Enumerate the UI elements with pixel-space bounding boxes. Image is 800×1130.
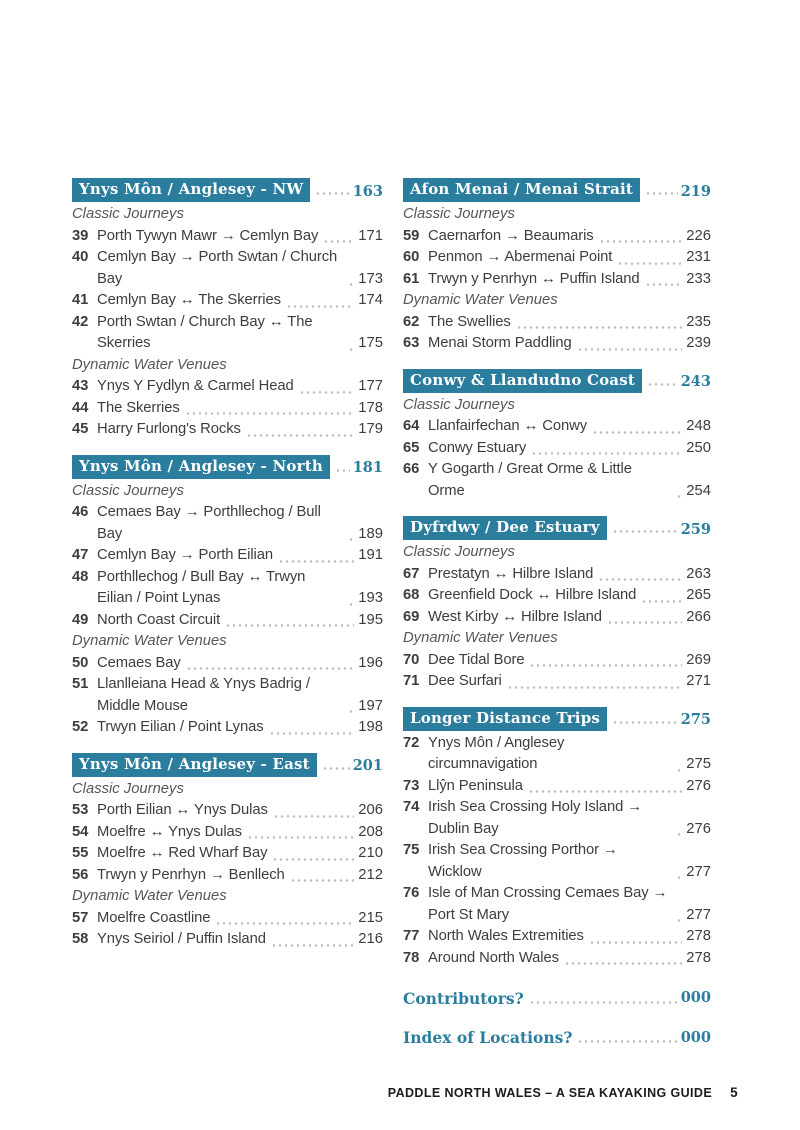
dot-leader <box>323 240 354 243</box>
section-title: Afon Menai / Menai Strait <box>403 178 640 202</box>
toc-entry <box>72 717 383 739</box>
entry-text <box>72 929 266 951</box>
entry-title: Trwyn Eilian / Point Lynas <box>97 719 264 735</box>
entry-text <box>403 926 584 948</box>
dot-leader <box>348 538 354 541</box>
entry-number: 45 <box>72 421 89 437</box>
section-header <box>72 753 383 777</box>
section-page-number: 201 <box>352 757 383 774</box>
entry-number: 46 <box>72 504 89 520</box>
entry-text <box>403 650 524 672</box>
entry-page-number: 276 <box>686 777 711 794</box>
entry-title: Porth Eilian ↔ Ynys Dulas <box>97 802 268 818</box>
dot-leader <box>246 434 354 437</box>
dot-leader <box>589 941 682 944</box>
toc-entry <box>403 247 711 269</box>
toc-entry <box>72 247 383 290</box>
entry-text <box>403 269 640 291</box>
dot-leader <box>348 710 354 713</box>
dot-leader <box>335 469 350 472</box>
entry-number: 54 <box>72 823 89 840</box>
section-header <box>403 369 711 393</box>
toc-entry <box>72 674 383 717</box>
dot-leader <box>645 283 682 286</box>
entry-text <box>403 226 594 248</box>
entry-title: Caernarfon → Beaumaris <box>428 227 594 244</box>
entry-page-number: 177 <box>358 378 383 394</box>
entry-page-number: 266 <box>686 608 711 625</box>
toc-section <box>403 516 711 693</box>
entry-page-number: 193 <box>358 590 383 606</box>
entry-number: 53 <box>72 802 89 818</box>
toc-entry <box>72 419 383 441</box>
entry-number: 64 <box>403 418 420 434</box>
entry-page-number: 276 <box>686 820 711 837</box>
entry-page-number: 215 <box>358 909 383 926</box>
dot-leader <box>278 560 354 563</box>
entry-title: Porth Tywyn Mawr → Cemlyn Bay <box>97 227 319 244</box>
toc-entry <box>72 865 383 887</box>
entry-number: 56 <box>72 866 89 883</box>
subsection-label: Classic Journeys <box>403 544 515 560</box>
entry-text <box>72 419 241 441</box>
toc-entry <box>72 929 383 951</box>
entry-number: 78 <box>403 949 420 966</box>
entry-title: Penmon → Abermenai Point <box>428 249 613 265</box>
toc-entry <box>72 226 383 248</box>
toc-entry <box>72 312 383 355</box>
entry-page-number: 278 <box>686 949 711 966</box>
toc-entry <box>403 226 711 248</box>
entry-page-number: 233 <box>686 270 711 287</box>
toc-entry <box>403 564 711 586</box>
entry-title: Moelfre ↔ Red Wharf Bay <box>97 845 268 861</box>
entry-text <box>72 908 210 930</box>
entry-text <box>403 416 587 438</box>
entry-page-number: 178 <box>358 399 383 416</box>
section-page-number: 259 <box>680 520 711 538</box>
entry-number: 62 <box>403 313 420 330</box>
entry-number: 48 <box>72 568 89 585</box>
entry-text <box>72 226 318 248</box>
entry-title: Ynys Seiriol / Puffin Island <box>97 931 266 947</box>
entry-title: Trwyn y Penrhyn → Benllech <box>97 866 285 883</box>
dot-leader <box>531 452 682 455</box>
entry-title: The Skerries <box>97 399 180 416</box>
entry-text <box>403 776 523 798</box>
entry-page-number: 265 <box>686 587 711 603</box>
dot-leader <box>315 192 349 195</box>
entry-title: Cemaes Bay → Porthllechog / Bull Bay <box>97 504 321 542</box>
subsection-label: Classic Journeys <box>72 780 184 797</box>
dot-leader <box>676 833 682 836</box>
toc-entry <box>72 502 383 545</box>
entry-text <box>72 865 285 887</box>
entry-page-number: 171 <box>358 227 383 244</box>
entry-page-number: 277 <box>686 863 711 880</box>
entry-number: 50 <box>72 654 89 671</box>
dot-leader <box>299 391 354 394</box>
entry-text <box>403 459 671 502</box>
section-header <box>403 516 711 540</box>
entry-page-number: 173 <box>358 270 383 287</box>
toc-entry <box>72 800 383 822</box>
entry-title: Llanfairfechan ↔ Conwy <box>428 418 588 434</box>
entry-number: 66 <box>403 461 420 477</box>
entry-number: 41 <box>72 292 89 308</box>
entry-page-number: 195 <box>358 611 383 628</box>
entry-text <box>403 564 593 586</box>
footer <box>388 1085 738 1100</box>
section-header <box>403 178 711 202</box>
dot-leader <box>676 495 682 498</box>
toc-section <box>72 178 383 441</box>
entry-number: 58 <box>72 931 89 947</box>
toc-entry <box>403 438 711 460</box>
toc-entry <box>403 671 711 693</box>
toc-entry <box>403 840 711 883</box>
subsection-label: Dynamic Water Venues <box>403 630 558 646</box>
toc-entry <box>72 843 383 865</box>
dot-leader <box>577 1040 677 1043</box>
toc-section <box>72 455 383 739</box>
toc-extra-row <box>403 987 711 1009</box>
dot-leader <box>529 664 682 667</box>
dot-leader <box>348 603 354 606</box>
dot-leader <box>529 1001 678 1004</box>
dot-leader <box>599 240 682 243</box>
toc-entry <box>403 459 711 502</box>
entry-number: 47 <box>72 547 89 563</box>
section-title: Ynys Môn / Anglesey - NW <box>72 178 310 202</box>
subsection-label: Classic Journeys <box>403 206 515 222</box>
entry-number: 51 <box>72 676 89 692</box>
entry-title: Cemlyn Bay → Porth Eilian <box>97 547 273 563</box>
entry-page-number: 226 <box>686 227 711 244</box>
entry-text <box>72 674 343 717</box>
toc-entry <box>72 545 383 567</box>
dot-leader <box>598 578 682 581</box>
toc-entry <box>403 797 711 840</box>
entry-page-number: 196 <box>358 654 383 671</box>
entry-text <box>403 840 671 883</box>
toc-section <box>403 178 711 355</box>
toc-entry <box>403 650 711 672</box>
entry-page-number: 275 <box>686 756 711 772</box>
entry-title: Cemlyn Bay → Porth Swtan / Church Bay <box>97 249 338 287</box>
entry-title: West Kirby ↔ Hilbre Island <box>428 608 602 625</box>
entry-number: 60 <box>403 249 420 265</box>
entry-page-number: 179 <box>358 421 383 437</box>
toc-entry <box>72 398 383 420</box>
dot-leader <box>507 686 682 689</box>
entry-page-number: 212 <box>358 866 383 883</box>
subsection-label: Dynamic Water Venues <box>72 633 227 649</box>
entry-number: 43 <box>72 378 89 394</box>
entry-text <box>72 398 180 420</box>
entry-page-number: 254 <box>686 482 711 499</box>
entry-number: 75 <box>403 842 420 858</box>
entry-title: North Wales Extremities <box>428 928 584 944</box>
entry-page-number: 263 <box>686 565 711 582</box>
toc-entry <box>403 333 711 355</box>
dot-leader <box>577 348 682 351</box>
section-title: Longer Distance Trips <box>403 707 607 731</box>
dot-leader <box>516 326 682 329</box>
entry-page-number: 248 <box>686 418 711 434</box>
section-page-number: 275 <box>680 711 711 728</box>
dot-leader <box>273 815 354 818</box>
toc-entry <box>403 312 711 334</box>
subsection-label: Classic Journeys <box>72 206 184 222</box>
dot-leader <box>645 192 678 195</box>
entry-text <box>403 607 602 629</box>
dot-leader <box>592 431 682 434</box>
entry-page-number: 208 <box>358 823 383 840</box>
entry-page-number: 189 <box>358 525 383 542</box>
entry-title: Trwyn y Penrhyn ↔ Puffin Island <box>428 270 640 287</box>
entry-text <box>403 883 671 926</box>
entry-title: Y Gogarth / Great Orme & Little Orme <box>428 461 632 499</box>
entry-text <box>72 717 264 739</box>
section-page-number: 219 <box>680 182 711 200</box>
entry-title: Greenfield Dock ↔ Hilbre Island <box>428 587 637 603</box>
entry-number: 57 <box>72 909 89 926</box>
entry-title: The Swellies <box>428 313 511 330</box>
entry-number: 55 <box>72 845 89 861</box>
entry-text <box>72 545 273 567</box>
entry-title: Cemlyn Bay ↔ The Skerries <box>97 292 281 308</box>
subsection-label: Classic Journeys <box>403 396 515 413</box>
entry-title: North Coast Circuit <box>97 611 221 628</box>
entry-title: Harry Furlong's Rocks <box>97 421 241 437</box>
section-header <box>403 707 711 731</box>
toc-entry <box>403 883 711 926</box>
section-header <box>72 455 383 479</box>
entry-page-number: 216 <box>358 931 383 947</box>
extra-label: Contributors? <box>403 988 524 1008</box>
entry-text <box>403 948 559 970</box>
entry-number: 44 <box>72 399 89 416</box>
dot-leader <box>617 262 682 265</box>
entry-page-number: 210 <box>358 845 383 861</box>
dot-leader <box>564 962 682 965</box>
toc-entry <box>403 948 711 970</box>
dot-leader <box>348 348 354 351</box>
dot-leader <box>676 876 682 879</box>
toc-entry <box>72 376 383 398</box>
entry-text <box>72 653 181 675</box>
dot-leader <box>272 858 354 861</box>
entry-page-number: 197 <box>358 697 383 714</box>
entry-text <box>403 733 671 776</box>
entry-title: Irish Sea Crossing Porthor → Wicklow <box>428 842 618 880</box>
entry-title: Llŷn Peninsula <box>428 777 523 794</box>
entry-number: 59 <box>403 227 420 244</box>
dot-leader <box>612 530 678 533</box>
entry-page-number: 231 <box>686 249 711 265</box>
section-page-number: 163 <box>352 182 383 200</box>
entry-page-number: 278 <box>686 928 711 944</box>
entry-number: 52 <box>72 719 89 735</box>
entry-number: 71 <box>403 673 420 689</box>
entry-page-number: 235 <box>686 313 711 330</box>
entry-title: Around North Wales <box>428 949 559 966</box>
entry-number: 72 <box>403 734 420 751</box>
toc-entry <box>72 567 383 610</box>
entry-text <box>72 312 343 355</box>
dot-leader <box>641 600 682 603</box>
entry-title: Moelfre ↔ Ynys Dulas <box>97 823 242 840</box>
entry-number: 69 <box>403 608 420 625</box>
toc-entry <box>403 926 711 948</box>
extra-page-number: 000 <box>680 989 711 1006</box>
entry-number: 76 <box>403 885 420 901</box>
toc-section <box>403 707 711 970</box>
subsection-label: Classic Journeys <box>72 482 184 499</box>
entry-text <box>403 438 526 460</box>
entry-text <box>72 247 343 290</box>
entry-text <box>403 333 572 355</box>
entry-title: Ynys Môn / Anglesey circumnavigation <box>428 734 565 772</box>
entry-text <box>403 671 502 693</box>
toc-extra-row <box>403 1027 711 1049</box>
entry-number: 77 <box>403 928 420 944</box>
dot-leader <box>676 769 682 772</box>
toc-column-right <box>403 178 711 1048</box>
subsection-label: Dynamic Water Venues <box>72 356 227 373</box>
extra-page-number: 000 <box>680 1028 711 1046</box>
entry-number: 65 <box>403 439 420 456</box>
footer-title: PADDLE NORTH WALES – A SEA KAYAKING GUIDE <box>387 1086 713 1100</box>
subsection-label: Dynamic Water Venues <box>403 292 558 308</box>
entry-text <box>403 247 612 269</box>
entry-number: 68 <box>403 587 420 603</box>
toc-entry <box>403 733 711 776</box>
dot-leader <box>271 944 354 947</box>
entry-number: 63 <box>403 335 420 351</box>
dot-leader <box>528 790 682 793</box>
entry-title: Porth Swtan / Church Bay ↔ The Skerries <box>97 313 313 351</box>
toc-entry <box>72 290 383 312</box>
dot-leader <box>322 767 350 770</box>
toc-entry <box>72 908 383 930</box>
dot-leader <box>612 721 678 724</box>
toc-entry <box>403 607 711 629</box>
entry-title: Conwy Estuary <box>428 439 527 456</box>
entry-text <box>403 312 511 334</box>
entry-text <box>72 843 267 865</box>
entry-title: Isle of Man Crossing Cemaes Bay → Port St Mary <box>428 885 668 923</box>
entry-page-number: 239 <box>686 335 711 351</box>
entry-page-number: 269 <box>686 651 711 668</box>
entry-page-number: 174 <box>358 292 383 308</box>
dot-leader <box>607 621 682 624</box>
dot-leader <box>225 624 354 627</box>
dot-leader <box>185 412 354 415</box>
entry-text <box>72 800 268 822</box>
dot-leader <box>269 732 354 735</box>
toc-entry <box>403 416 711 438</box>
entry-number: 61 <box>403 270 420 287</box>
dot-leader <box>290 879 354 882</box>
dot-leader <box>215 922 354 925</box>
entry-number: 73 <box>403 777 420 794</box>
footer-page-number: 5 <box>730 1085 738 1100</box>
extra-label: Index of Locations? <box>403 1028 573 1047</box>
entry-page-number: 175 <box>358 335 383 351</box>
toc-entry <box>403 585 711 607</box>
entry-title: Llanlleiana Head & Ynys Badrig / Middle Mouse <box>97 676 310 714</box>
entry-title: Menai Storm Paddling <box>428 335 572 351</box>
entry-text <box>72 376 294 398</box>
section-title: Dyfrdwy / Dee Estuary <box>403 516 607 540</box>
entry-page-number: 206 <box>358 802 383 818</box>
entry-number: 74 <box>403 799 420 815</box>
entry-page-number: 277 <box>686 906 711 923</box>
section-header <box>72 178 383 202</box>
section-title: Conwy & Llandudno Coast <box>403 369 642 393</box>
entry-title: Irish Sea Crossing Holy Island → Dublin Bay <box>428 799 642 837</box>
entry-title: Dee Tidal Bore <box>428 651 525 668</box>
entry-number: 40 <box>72 249 89 265</box>
toc-entry <box>72 610 383 632</box>
entry-text <box>72 567 343 610</box>
entry-title: Dee Surfari <box>428 673 502 689</box>
entry-page-number: 191 <box>358 547 383 563</box>
subsection-label: Dynamic Water Venues <box>72 888 227 904</box>
toc-section <box>403 369 711 503</box>
dot-leader <box>676 919 682 922</box>
toc-entry <box>403 776 711 798</box>
dot-leader <box>647 383 678 386</box>
entry-number: 67 <box>403 565 420 582</box>
toc-entry <box>403 269 711 291</box>
section-page-number: 243 <box>680 373 711 390</box>
entry-number: 39 <box>72 227 89 244</box>
section-title: Ynys Môn / Anglesey - East <box>72 753 317 777</box>
entry-text <box>403 585 636 607</box>
toc-column-left <box>72 178 383 951</box>
section-page-number: 181 <box>352 459 383 476</box>
entry-number: 49 <box>72 611 89 628</box>
entry-title: Prestatyn ↔ Hilbre Island <box>428 565 594 582</box>
entry-number: 42 <box>72 313 89 330</box>
entry-text <box>72 610 220 632</box>
entry-number: 70 <box>403 651 420 668</box>
entry-text <box>72 822 242 844</box>
entry-text <box>72 290 281 312</box>
entry-title: Cemaes Bay <box>97 654 181 671</box>
dot-leader <box>286 305 354 308</box>
entry-page-number: 271 <box>686 673 711 689</box>
entry-page-number: 198 <box>358 719 383 735</box>
entry-title: Porthllechog / Bull Bay ↔ Trwyn Eilian / Point Lynas <box>97 568 306 606</box>
entry-page-number: 250 <box>686 439 711 456</box>
section-title: Ynys Môn / Anglesey - North <box>72 455 330 479</box>
entry-text <box>72 502 343 545</box>
entry-title: Moelfre Coastline <box>97 909 211 926</box>
entry-title: Ynys Y Fydlyn & Carmel Head <box>97 378 294 394</box>
dot-leader <box>247 836 354 839</box>
dot-leader <box>186 667 354 670</box>
toc-entry <box>72 822 383 844</box>
entry-text <box>403 797 671 840</box>
toc-entry <box>72 653 383 675</box>
dot-leader <box>348 283 354 286</box>
toc-section <box>72 753 383 951</box>
